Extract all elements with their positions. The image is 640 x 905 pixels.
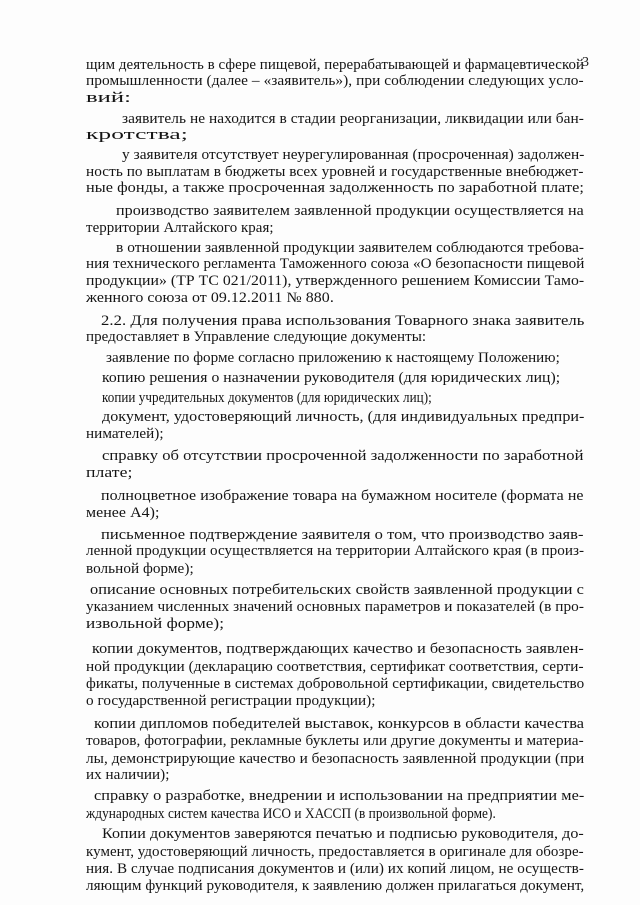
text-line: щим деятельность в сфере пищевой, перерабатывающей и фармацевтической (86, 57, 585, 73)
text-line: копии дипломов победителей выставок, конкурсов в области качества (94, 716, 585, 732)
text-line: извольной форме); (86, 616, 225, 632)
text-line: территории Алтайского края; (86, 220, 274, 236)
text-line: лы, демонстрирующие качество и безопасность заявленной продукции (при (86, 751, 585, 767)
text-line: продукции» (ТР ТС 021/2011), утвержденного решением Комиссии Тамо- (86, 273, 585, 289)
text-line: заявление по форме согласно приложению к настоящему Положению; (106, 350, 560, 366)
text-line: копию решения о назначении руководителя (для юридических лиц); (102, 370, 561, 386)
text-line: справку об отсутствии просроченной задолженности по заработной (102, 448, 584, 464)
text-line: ные фонды, а также просроченная задолженность по заработной плате; (86, 180, 584, 196)
text-line: кротства; (86, 127, 188, 143)
text-line: ния технического регламента Таможенного союза «О безопасности пищевой (86, 256, 585, 272)
text-line: производство заявителем заявленной продукции осуществляется на (116, 203, 584, 219)
text-line: вольной форме); (86, 561, 194, 577)
text-line: нимателей); (86, 426, 164, 442)
text-line: заявитель не находится в стадии реорганизации, ликвидации или бан- (122, 111, 584, 127)
text-line: 2.2. Для получения права использования Товарного знака заявитель (101, 313, 585, 329)
text-line: о государственной регистрации продукции); (86, 693, 376, 709)
text-line: товаров, фотографии, рекламные буклеты или другие документы и материа- (86, 733, 584, 749)
text-line: документ, удостоверяющий личность, (для индивидуальных предпри- (102, 409, 585, 425)
text-line: кумент, удостоверяющий личность, предоставляется в оригинале для обозре- (86, 844, 584, 860)
text-line: ность по выплатам в бюджеты всех уровней и государственные внебюджет- (86, 164, 584, 180)
text-line: в отношении заявленной продукции заявителем соблюдаются требова- (116, 240, 585, 256)
text-line: справку о разработке, внедрении и использовании на предприятии ме- (94, 788, 585, 804)
page-number: 3 (582, 55, 589, 70)
text-line: ляющим функций руководителя, к заявлению должен прилагаться документ, (86, 878, 585, 894)
text-line: вий: (86, 90, 132, 106)
text-line: фикаты, полученные в системах добровольной сертификации, свидетельство (86, 676, 585, 692)
text-line: письменное подтверждение заявителя о том, что производство заяв- (101, 527, 584, 543)
text-line: менее А4); (86, 505, 160, 521)
text-line: описание основных потребительских свойств заявленной продукции с (90, 582, 584, 598)
text-line: копии документов, подтверждающих качество и безопасность заявлен- (92, 641, 584, 657)
text-line: ленной продукции осуществляется на территории Алтайского края (в произ- (86, 543, 585, 559)
text-line: их наличии); (86, 767, 170, 783)
text-line: ждународных систем качества ИСО и ХАССП (в произвольной форме). (86, 806, 496, 822)
text-line: плате; (86, 465, 133, 481)
text-line: ния. В случае подписания документов и (или) их копий лицом, не осуществ- (86, 861, 584, 877)
text-line: полноцветное изображение товара на бумажном носителе (формата не (101, 488, 584, 504)
text-line: ной продукции (декларацию соответствия, сертификат соответствия, серти- (86, 659, 584, 675)
text-line: промышленности (далее – «заявитель»), при соблюдении следующих усло- (86, 73, 584, 89)
text-line: у заявителя отсутствует неурегулированная (просроченная) задолжен- (122, 147, 585, 163)
text-line: указанием численных значений основных параметров и показателей (в про- (86, 599, 585, 615)
text-line: копии учредительных документов (для юридических лиц); (102, 390, 432, 406)
text-line: женного союза от 09.12.2011 № 880. (86, 290, 334, 306)
text-line: Копии документов заверяются печатью и подписью руководителя, до- (102, 826, 584, 842)
text-line: предоставляет в Управление следующие документы: (86, 329, 427, 345)
